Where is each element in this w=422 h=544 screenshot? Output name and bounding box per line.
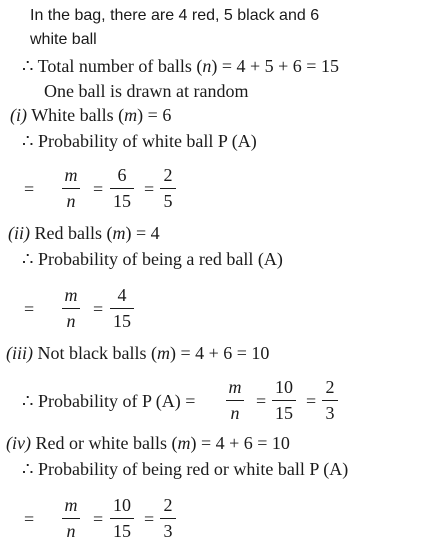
- part-ii-fraction-m-n: [62, 286, 80, 330]
- part-iii-fraction-value: [272, 378, 296, 422]
- numerator: m: [228, 377, 242, 397]
- part-i-fraction-value: [110, 166, 134, 210]
- fraction-bar: [110, 188, 134, 189]
- part-iv-eq-3: =: [144, 509, 155, 529]
- therefore-symbol: ∴: [22, 131, 34, 151]
- part-ii-eq-2: =: [93, 299, 104, 319]
- part-ii-label: (ii): [8, 223, 30, 243]
- part-i-var: m: [124, 105, 138, 125]
- total-text-after: ) = 4 + 5 + 6 = 15: [211, 56, 339, 76]
- part-iv-prob-line: [22, 460, 348, 478]
- part-ii-statement-after: ) = 4: [125, 223, 160, 243]
- part-i-statement-after: ) = 6: [137, 105, 172, 125]
- part-i-eq-3: =: [144, 179, 155, 199]
- part-i-eq-2: =: [93, 179, 104, 199]
- part-ii-var: m: [112, 223, 126, 243]
- part-ii-statement-before: Red balls (: [34, 223, 113, 243]
- denominator: n: [66, 191, 76, 211]
- denominator: n: [66, 311, 76, 331]
- part-iii-statement-after: ) = 4 + 6 = 10: [169, 343, 270, 363]
- part-ii-statement: [8, 224, 160, 242]
- fraction-bar: [226, 400, 244, 401]
- part-iii-statement: [6, 344, 269, 362]
- denominator: n: [66, 521, 76, 541]
- part-iv-statement-before: Red or white balls (: [35, 433, 178, 453]
- numerator: 2: [163, 165, 173, 185]
- numerator: 2: [325, 377, 335, 397]
- total-line: [22, 57, 339, 75]
- numerator: m: [64, 285, 78, 305]
- part-iii-statement-before: Not black balls (: [37, 343, 157, 363]
- part-iii-var: m: [156, 343, 170, 363]
- part-iii-eq-2: =: [256, 391, 267, 411]
- denominator: 3: [325, 403, 335, 423]
- total-var: n: [202, 56, 212, 76]
- part-iii-label: (iii): [6, 343, 33, 363]
- intro-line-1: In the bag, there are 4 red, 5 black and 6: [30, 7, 320, 24]
- therefore-symbol: ∴: [22, 459, 34, 479]
- part-i-label: (i): [10, 105, 27, 125]
- part-iv-fraction-result: [160, 496, 176, 540]
- part-i-prob-text: Probability of white ball P (A): [37, 131, 257, 151]
- numerator: 4: [117, 285, 127, 305]
- part-iv-eq-1: =: [24, 509, 35, 529]
- part-i-prob-line: [22, 132, 257, 150]
- denominator: 15: [113, 191, 131, 211]
- part-iv-fraction-m-n: [62, 496, 80, 540]
- denominator: 15: [275, 403, 293, 423]
- part-i-fraction-result: [160, 166, 176, 210]
- fraction-bar: [272, 400, 296, 401]
- part-ii-fraction-value: [110, 286, 134, 330]
- numerator: 2: [163, 495, 173, 515]
- fraction-bar: [322, 400, 338, 401]
- therefore-symbol: ∴: [22, 249, 34, 269]
- drawn-line: One ball is drawn at random: [44, 81, 249, 101]
- therefore-symbol: ∴: [22, 56, 34, 76]
- denominator: 3: [163, 521, 173, 541]
- denominator: 15: [113, 311, 131, 331]
- fraction-bar: [62, 188, 80, 189]
- part-ii-eq-1: =: [24, 299, 35, 319]
- denominator: n: [230, 403, 240, 423]
- part-iii-eq-3: =: [306, 391, 317, 411]
- part-i-eq-1: =: [24, 179, 35, 199]
- part-iv-statement-after: ) = 4 + 6 = 10: [190, 433, 290, 453]
- part-iii-prob-text: Probability of P (A) =: [37, 391, 196, 411]
- part-ii-prob-line: [22, 250, 283, 268]
- part-i-statement: [10, 106, 171, 124]
- numerator: 10: [275, 377, 293, 397]
- part-iii-prob-line: [22, 392, 195, 410]
- numerator: m: [64, 495, 78, 515]
- denominator: 5: [163, 191, 173, 211]
- part-iv-eq-2: =: [93, 509, 104, 529]
- fraction-bar: [110, 308, 134, 309]
- numerator: 6: [117, 165, 127, 185]
- part-iv-statement: [6, 434, 290, 452]
- fraction-bar: [110, 518, 134, 519]
- part-iii-fraction-m-n: [226, 378, 244, 422]
- therefore-symbol: ∴: [22, 391, 34, 411]
- part-iii-fraction-result: [322, 378, 338, 422]
- part-i-fraction-m-n: [62, 166, 80, 210]
- part-iv-label: (iv): [6, 433, 31, 453]
- fraction-bar: [160, 518, 176, 519]
- denominator: 15: [113, 521, 131, 541]
- fraction-bar: [62, 518, 80, 519]
- part-i-statement-before: White balls (: [31, 105, 125, 125]
- part-iv-fraction-value: [110, 496, 134, 540]
- part-ii-prob-text: Probability of being a red ball (A): [37, 249, 283, 269]
- fraction-bar: [160, 188, 176, 189]
- total-text-before: Total number of balls (: [37, 56, 203, 76]
- intro-line-2: white ball: [30, 31, 97, 48]
- part-iv-prob-text: Probability of being red or white ball P (A): [37, 459, 349, 479]
- fraction-bar: [62, 308, 80, 309]
- numerator: m: [64, 165, 78, 185]
- part-iv-var: m: [177, 433, 191, 453]
- numerator: 10: [113, 495, 131, 515]
